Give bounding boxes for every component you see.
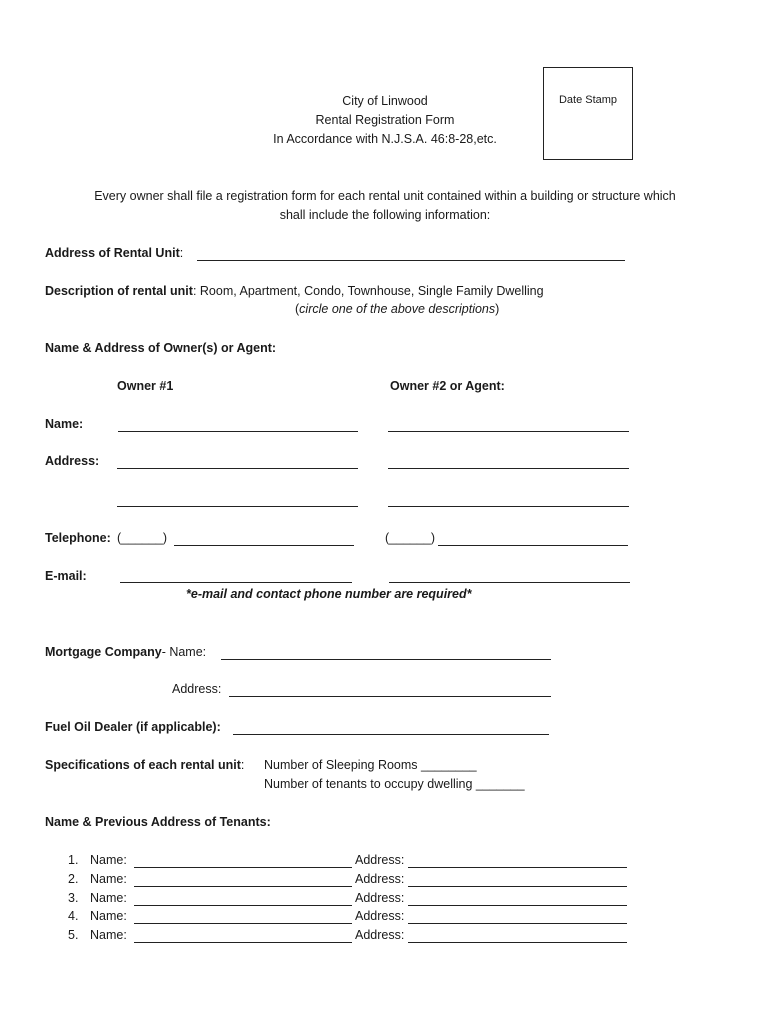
note-paren-open: ( xyxy=(295,302,300,316)
tenant-5-address-field[interactable] xyxy=(408,942,627,943)
tenant-address-label: Address: xyxy=(355,909,405,923)
tenant-address-label: Address: xyxy=(355,928,405,942)
owners-section-label: Name & Address of Owner(s) or Agent: xyxy=(45,341,277,355)
description-label: Description of rental unit xyxy=(45,284,193,298)
tenant-address-label: Address: xyxy=(355,891,405,905)
tenant-5-name-field[interactable] xyxy=(134,942,352,943)
tenant-row xyxy=(68,891,127,905)
sleeping-rooms[interactable]: Number of Sleeping Rooms ________ xyxy=(264,758,477,772)
owner-address-label: Address: xyxy=(45,454,100,468)
tenant-2-name-field[interactable] xyxy=(134,886,352,887)
tenant-1-name-field[interactable] xyxy=(134,867,352,868)
tenant-1-address-field[interactable] xyxy=(408,867,627,868)
owner1-name-field[interactable] xyxy=(118,431,358,432)
mortgage-address-label: Address: xyxy=(172,682,222,696)
owner2-address-field-1[interactable] xyxy=(388,468,629,469)
tenant-name-label: Name: xyxy=(90,928,127,942)
specs-row xyxy=(45,758,244,772)
statute-reference: In Accordance with N.J.S.A. 46:8-28,etc. xyxy=(273,132,497,146)
owner1-header: Owner #1 xyxy=(117,379,174,393)
tenant-name-label: Name: xyxy=(90,909,127,923)
description-note xyxy=(295,302,499,316)
telephone-label: Telephone: xyxy=(45,531,111,545)
owner2-phone-field[interactable] xyxy=(438,545,628,546)
tenant-number: 2. xyxy=(68,872,79,886)
owner1-email-field[interactable] xyxy=(120,582,352,583)
fuel-oil-label: Fuel Oil Dealer (if applicable): xyxy=(45,720,221,734)
tenant-number: 4. xyxy=(68,909,79,923)
required-note: *e-mail and contact phone number are required* xyxy=(186,587,472,601)
note-paren-close: ) xyxy=(495,302,500,316)
tenant-number: 5. xyxy=(68,928,79,942)
email-label: E-mail: xyxy=(45,569,87,583)
tenant-number: 3. xyxy=(68,891,79,905)
description-options: : Room, Apartment, Condo, Townhouse, Single Family Dwelling xyxy=(192,284,544,298)
owner-name-label: Name: xyxy=(45,417,84,431)
owner1-phone-field[interactable] xyxy=(174,545,354,546)
owner2-email-field[interactable] xyxy=(389,582,630,583)
rental-address-row xyxy=(45,246,183,260)
tenant-2-address-field[interactable] xyxy=(408,886,627,887)
tenant-3-address-field[interactable] xyxy=(408,905,627,906)
owner2-header: Owner #2 or Agent: xyxy=(390,379,505,393)
mortgage-name-label: - Name: xyxy=(161,645,207,659)
owner2-address-field-2[interactable] xyxy=(388,506,629,507)
tenant-name-label: Name: xyxy=(90,891,127,905)
owner2-area-code[interactable]: (______) xyxy=(385,531,436,545)
owner1-address-field-1[interactable] xyxy=(117,468,358,469)
tenant-row xyxy=(68,909,127,923)
specs-colon: : xyxy=(240,758,245,772)
rental-address-field[interactable] xyxy=(197,260,625,261)
tenant-count[interactable]: Number of tenants to occupy dwelling _______ xyxy=(264,777,525,791)
mortgage-address-field[interactable] xyxy=(229,696,551,697)
description-row xyxy=(45,284,544,298)
city-name: City of Linwood xyxy=(342,94,428,108)
description-note-text: circle one of the above descriptions xyxy=(299,302,496,316)
intro-line-1: Every owner shall file a registration form for each rental unit contained within a building or structure which xyxy=(94,189,676,203)
tenant-3-name-field[interactable] xyxy=(134,905,352,906)
mortgage-name-field[interactable] xyxy=(221,659,551,660)
rental-address-label: Address of Rental Unit xyxy=(45,246,180,260)
date-stamp-label: Date Stamp xyxy=(558,94,618,106)
rental-address-colon: : xyxy=(179,246,184,260)
mortgage-label: Mortgage Company xyxy=(45,645,162,659)
tenant-address-label: Address: xyxy=(355,872,405,886)
tenant-number: 1. xyxy=(68,853,79,867)
tenants-section-label: Name & Previous Address of Tenants: xyxy=(45,815,271,829)
tenant-row xyxy=(68,853,127,867)
date-stamp-box xyxy=(543,67,633,160)
tenant-name-label: Name: xyxy=(90,872,127,886)
owner1-area-code[interactable]: (______) xyxy=(117,531,168,545)
tenant-row xyxy=(68,928,127,942)
tenant-name-label: Name: xyxy=(90,853,127,867)
form-title: Rental Registration Form xyxy=(315,113,455,127)
tenant-address-label: Address: xyxy=(355,853,405,867)
intro-line-2: shall include the following information: xyxy=(279,208,491,222)
mortgage-row xyxy=(45,645,206,659)
owner1-address-field-2[interactable] xyxy=(117,506,358,507)
specs-label: Specifications of each rental unit xyxy=(45,758,241,772)
tenant-4-address-field[interactable] xyxy=(408,923,627,924)
tenant-row xyxy=(68,872,127,886)
tenant-4-name-field[interactable] xyxy=(134,923,352,924)
owner2-name-field[interactable] xyxy=(388,431,629,432)
fuel-oil-field[interactable] xyxy=(233,734,549,735)
